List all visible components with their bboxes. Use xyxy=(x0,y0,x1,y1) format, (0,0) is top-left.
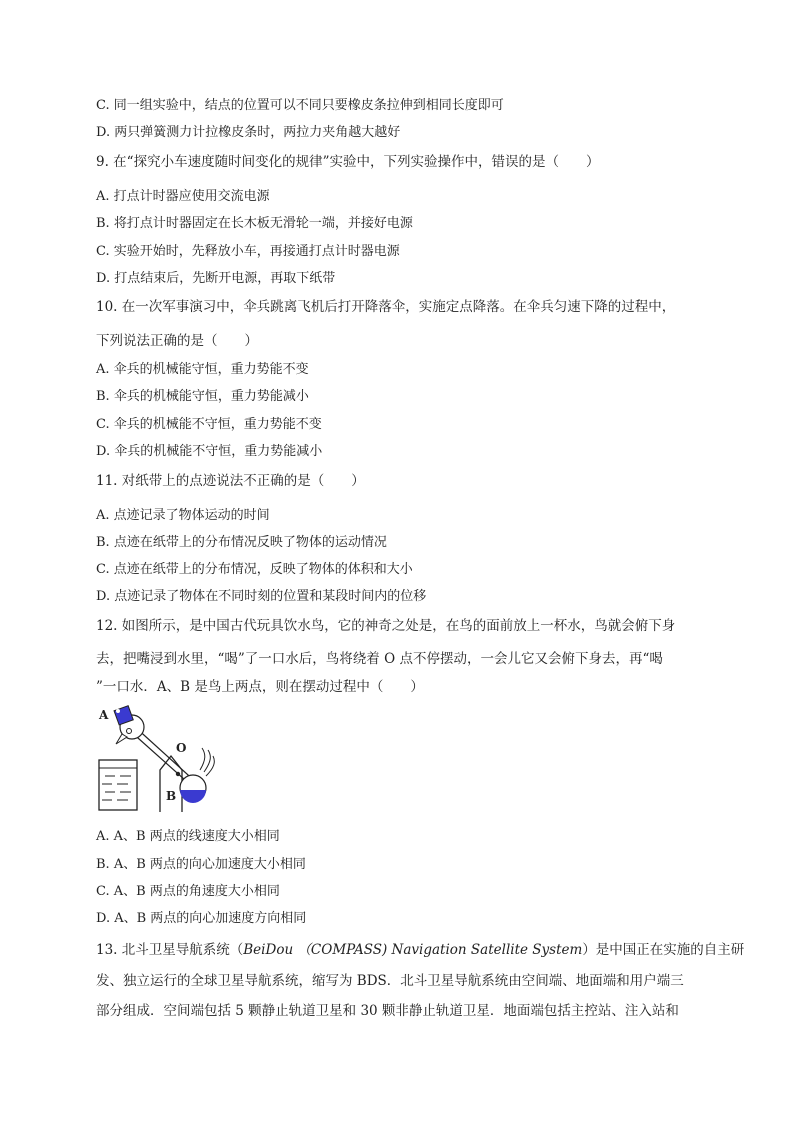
q12-option-a: A. A、B 两点的线速度大小相同 xyxy=(96,829,280,844)
q9-option-a: A. 打点计时器应使用交流电源 xyxy=(96,189,270,204)
question-13-line-3: 部分组成．空间端包括 5 颗静止轨道卫星和 30 颗非静止轨道卫星．地面端包括主控站、注入站和 xyxy=(96,1003,679,1019)
bulb-liquid xyxy=(180,790,206,803)
q9-option-d: D. 打点结束后，先断开电源，再取下纸带 xyxy=(96,271,336,286)
q10-option-b: B. 伞兵的机械能守恒，重力势能减小 xyxy=(96,389,309,404)
q12-option-c: C. A、B 两点的角速度大小相同 xyxy=(96,884,280,899)
label-a: A xyxy=(99,708,109,722)
q11-option-d: D. 点迹记录了物体在不同时刻的位置和某段时间内的位移 xyxy=(96,589,427,604)
bird-stand xyxy=(160,756,182,812)
q11-option-b: B. 点迹在纸带上的分布情况反映了物体的运动情况 xyxy=(96,535,387,550)
q13-suffix: ）是中国正在实施的自主研 xyxy=(582,942,745,958)
q13-prefix: 13. 北斗卫星导航系统（ xyxy=(96,942,244,958)
tail-feather xyxy=(200,748,205,770)
label-b: B xyxy=(166,789,177,803)
q8-option-c: C. 同一组实验中，结点的位置可以不同只要橡皮条拉伸到相同长度即可 xyxy=(96,98,504,113)
question-10-line-2: 下列说法正确的是（ ） xyxy=(96,333,258,349)
question-11: 11. 对纸带上的点迹说法不正确的是（ ） xyxy=(96,473,365,489)
q11-option-a: A. 点迹记录了物体运动的时间 xyxy=(96,508,270,523)
q9-option-b: B. 将打点计时器固定在长木板无滑轮一端，并接好电源 xyxy=(96,216,413,231)
q13-english-name: BeiDou （COMPASS) Navigation Satellite System xyxy=(243,942,583,958)
label-o: O xyxy=(176,741,187,755)
point-a-marker xyxy=(116,709,120,713)
question-9: 9. 在“探究小车速度随时间变化的规律”实验中，下列实验操作中，错误的是（ ） xyxy=(96,154,600,170)
q12-option-b: B. A、B 两点的向心加速度大小相同 xyxy=(96,857,306,872)
q11-option-c: C. 点迹在纸带上的分布情况，反映了物体的体积和大小 xyxy=(96,562,413,577)
tail-feather xyxy=(204,750,210,772)
q12-option-d: D. A、B 两点的向心加速度方向相同 xyxy=(96,911,307,926)
q10-option-c: C. 伞兵的机械能不守恒，重力势能不变 xyxy=(96,417,322,432)
bird-beak xyxy=(116,734,127,744)
drinking-bird-figure xyxy=(96,704,220,816)
pivot-point-o xyxy=(176,772,180,776)
q10-option-a: A. 伞兵的机械能守恒，重力势能不变 xyxy=(96,362,309,377)
question-10-line-1: 10. 在一次军事演习中，伞兵跳离飞机后打开降落伞，实施定点降落。在伞兵匀速下降的过程中， xyxy=(96,299,676,315)
question-13-line-1 xyxy=(96,941,744,959)
q9-option-c: C. 实验开始时，先释放小车，再接通打点计时器电源 xyxy=(96,244,400,259)
q10-option-d: D. 伞兵的机械能不守恒，重力势能减小 xyxy=(96,444,323,459)
question-12-line-1: 12. 如图所示，是中国古代玩具饮水鸟，它的神奇之处是，在鸟的面前放上一杯水，鸟就会俯下身 xyxy=(96,618,676,634)
question-12-line-3: ”一口水．A、B 是鸟上两点，则在摆动过程中（ ） xyxy=(96,679,424,695)
q8-option-d: D. 两只弹簧测力计拉橡皮条时，两拉力夹角越大越好 xyxy=(96,125,401,140)
question-12-line-2: 去，把嘴浸到水里，“喝”了一口水后，鸟将绕着 O 点不停摆动，一会儿它又会俯下身去，再“喝 xyxy=(96,651,663,667)
question-13-line-2: 发、独立运行的全球卫星导航系统，缩写为 BDS．北斗卫星导航系统由空间端、地面端和用户端三 xyxy=(96,973,684,989)
